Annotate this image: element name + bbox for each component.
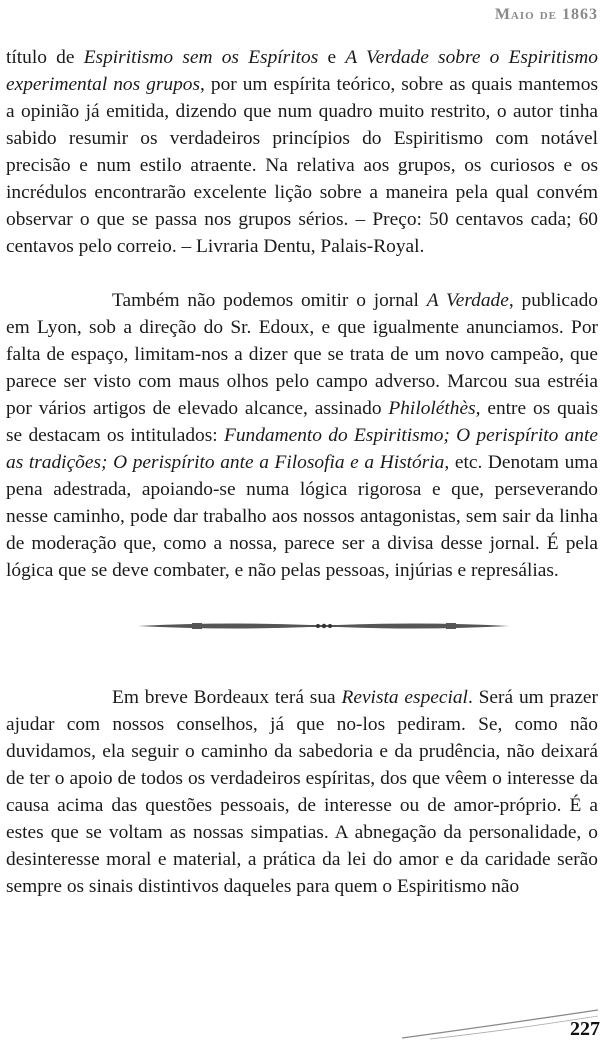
text: Em breve Bordeaux terá sua	[112, 687, 342, 708]
text: , por um espírita teórico, sobre as quais mantemos a opinião já emitida, dizendo que num quadro muito restrito, o autor tinha sabido resumir os verdadeiros princípios do Espiritismo com notável precisão e num estilo atraente. Na relativa aos grupos, os curiosos e os incrédulos encontrarão excelente lição sobre a maneira pela qual convém observar o que se passa nos grupos sérios. – Preço: 50 centavos cada; 60 centavos pelo correio. – Livraria Dentu, Palais-Royal.	[6, 74, 598, 257]
text: título de	[6, 47, 84, 68]
book-title: Espiritismo sem os Espíritos	[83, 47, 319, 68]
running-header: Maio de 1863	[494, 6, 598, 23]
section-divider-ornament	[6, 584, 598, 684]
text: e	[318, 47, 346, 68]
paragraph-1	[6, 44, 598, 260]
text: , publicado em Lyon, sob a direção do Sr. Edoux, e que igualmente anunciamos. Por falta de espaço, limitam-nos a dizer que se trata de um novo campeão, que parece ser visto com maus olhos pelo campo adverso. Marcou sua estréia por vários artigos de elevado alcance, assinado	[6, 290, 598, 419]
author-pseudonym: Philoléthès	[388, 398, 476, 419]
paragraph-2	[6, 287, 598, 584]
text: Também não podemos omitir o jornal	[112, 290, 427, 311]
journal-title: A Verdade	[426, 290, 509, 311]
journal-title: Revista especial	[341, 687, 468, 708]
text: , etc. Denotam uma pena adestrada, apoiando-se numa lógica rigorosa e que, perseverando nesse caminho, pode dar trabalho aos nossos antagonistas, sem sair da linha de moderação que, como a nossa, parece ser a divisa desse jornal. É pela lógica que se deve combater, e não pelas pessoas, injúrias e represálias.	[6, 452, 598, 581]
text: , entre os quais se destacam os intitulados:	[6, 398, 598, 446]
page-body	[6, 44, 598, 900]
page-number: 227	[570, 1018, 600, 1040]
text: . Será um prazer ajudar com nossos conselhos, já que no-los pediram. Se, como não duvidamos, ela seguir o caminho da sabedoria e da prudência, não deixará de ter o apoio de todos os verdadeiros espíritas, dos que vêem o interesse da causa acima das questões pessoais, de interesse ou de amor-próprio. É a estes que se voltam as nossas simpatias. A abnegação da personalidade, o desinteresse moral e material, a prática da lei do amor e da caridade serão sempre os sinais distintivos daqueles para quem o Espiritismo não	[6, 687, 598, 897]
book-title: A Verdade sobre o Espiritismo experimental nos grupos	[6, 47, 598, 95]
article-titles: Fundamento do Espiritismo; O perispírito ante as tradições; O perispírito ante a Filosofia e a História	[6, 425, 598, 473]
paragraph-3	[6, 684, 598, 900]
